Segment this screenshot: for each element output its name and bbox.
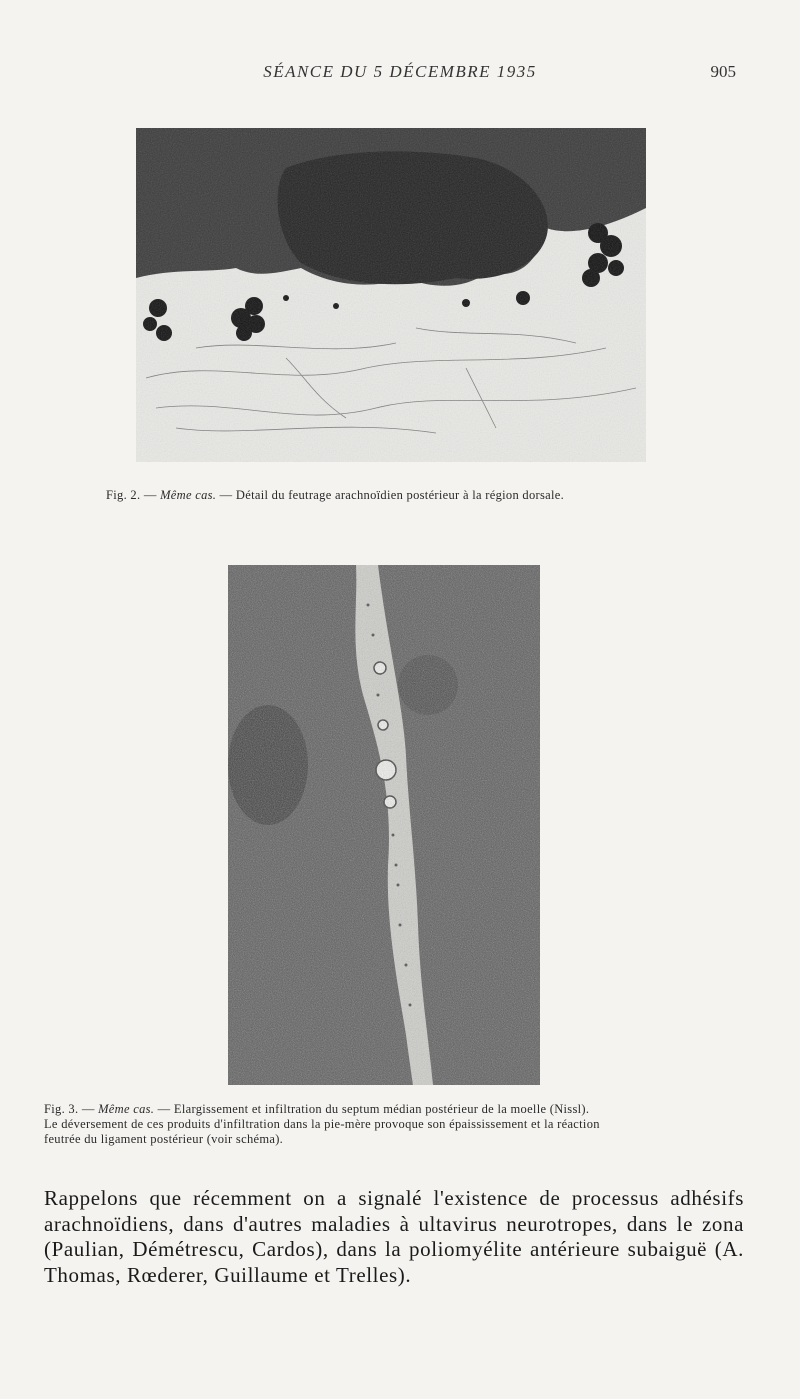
figure-3-case: Même cas. — [98, 1102, 155, 1116]
figure-3-caption: Fig. 3. — Même cas. — Elargissement et infiltration du septum médian postérieur de la moelle (Nissl). Le déversement de ces produits d'infiltration dans la pie-mère provoque son épaississement et la réaction feutrée du ligament postérieur (voir schéma). — [44, 1102, 746, 1147]
figure-3-label: Fig. 3. — [44, 1102, 79, 1116]
figure-3-micrograph — [228, 565, 540, 1085]
page-number: 905 — [710, 62, 736, 81]
figure-3-line1: Elargissement et infiltration du septum médian postérieur de la moelle (Nissl). — [173, 1102, 590, 1116]
page-header — [0, 62, 800, 86]
figure-2-label: Fig. 2. — [106, 488, 141, 502]
figure-2-micrograph — [136, 128, 646, 462]
body-paragraph: Rappelons que récemment on a signalé l'existence de processus adhésifs arachnoïdiens, dans d'autres maladies à ultavirus neurotropes, dans le zona (Paulian, Démétrescu, Cardos), dans la poliomyélite antérieure subaiguë (A. Thomas, Rœderer, Guillaume et Trelles). — [44, 1186, 744, 1287]
figure-3-line3: feutrée du ligament postérieur (voir schéma). — [44, 1132, 284, 1146]
figure-3-line2: Le déversement de ces produits d'infiltration dans la pie-mère provoque son épaississement et la réaction — [44, 1117, 600, 1131]
figure-2-description: Détail du feutrage arachnoïdien postérieur à la région dorsale. — [235, 488, 565, 502]
figure-2-case: Même cas. — [160, 488, 217, 502]
figure-2-caption: Fig. 2. — Même cas. — Détail du feutrage arachnoïdien postérieur à la région dorsale. — [106, 488, 565, 502]
running-head: SÉANCE DU 5 DÉCEMBRE 1935 — [263, 62, 537, 81]
